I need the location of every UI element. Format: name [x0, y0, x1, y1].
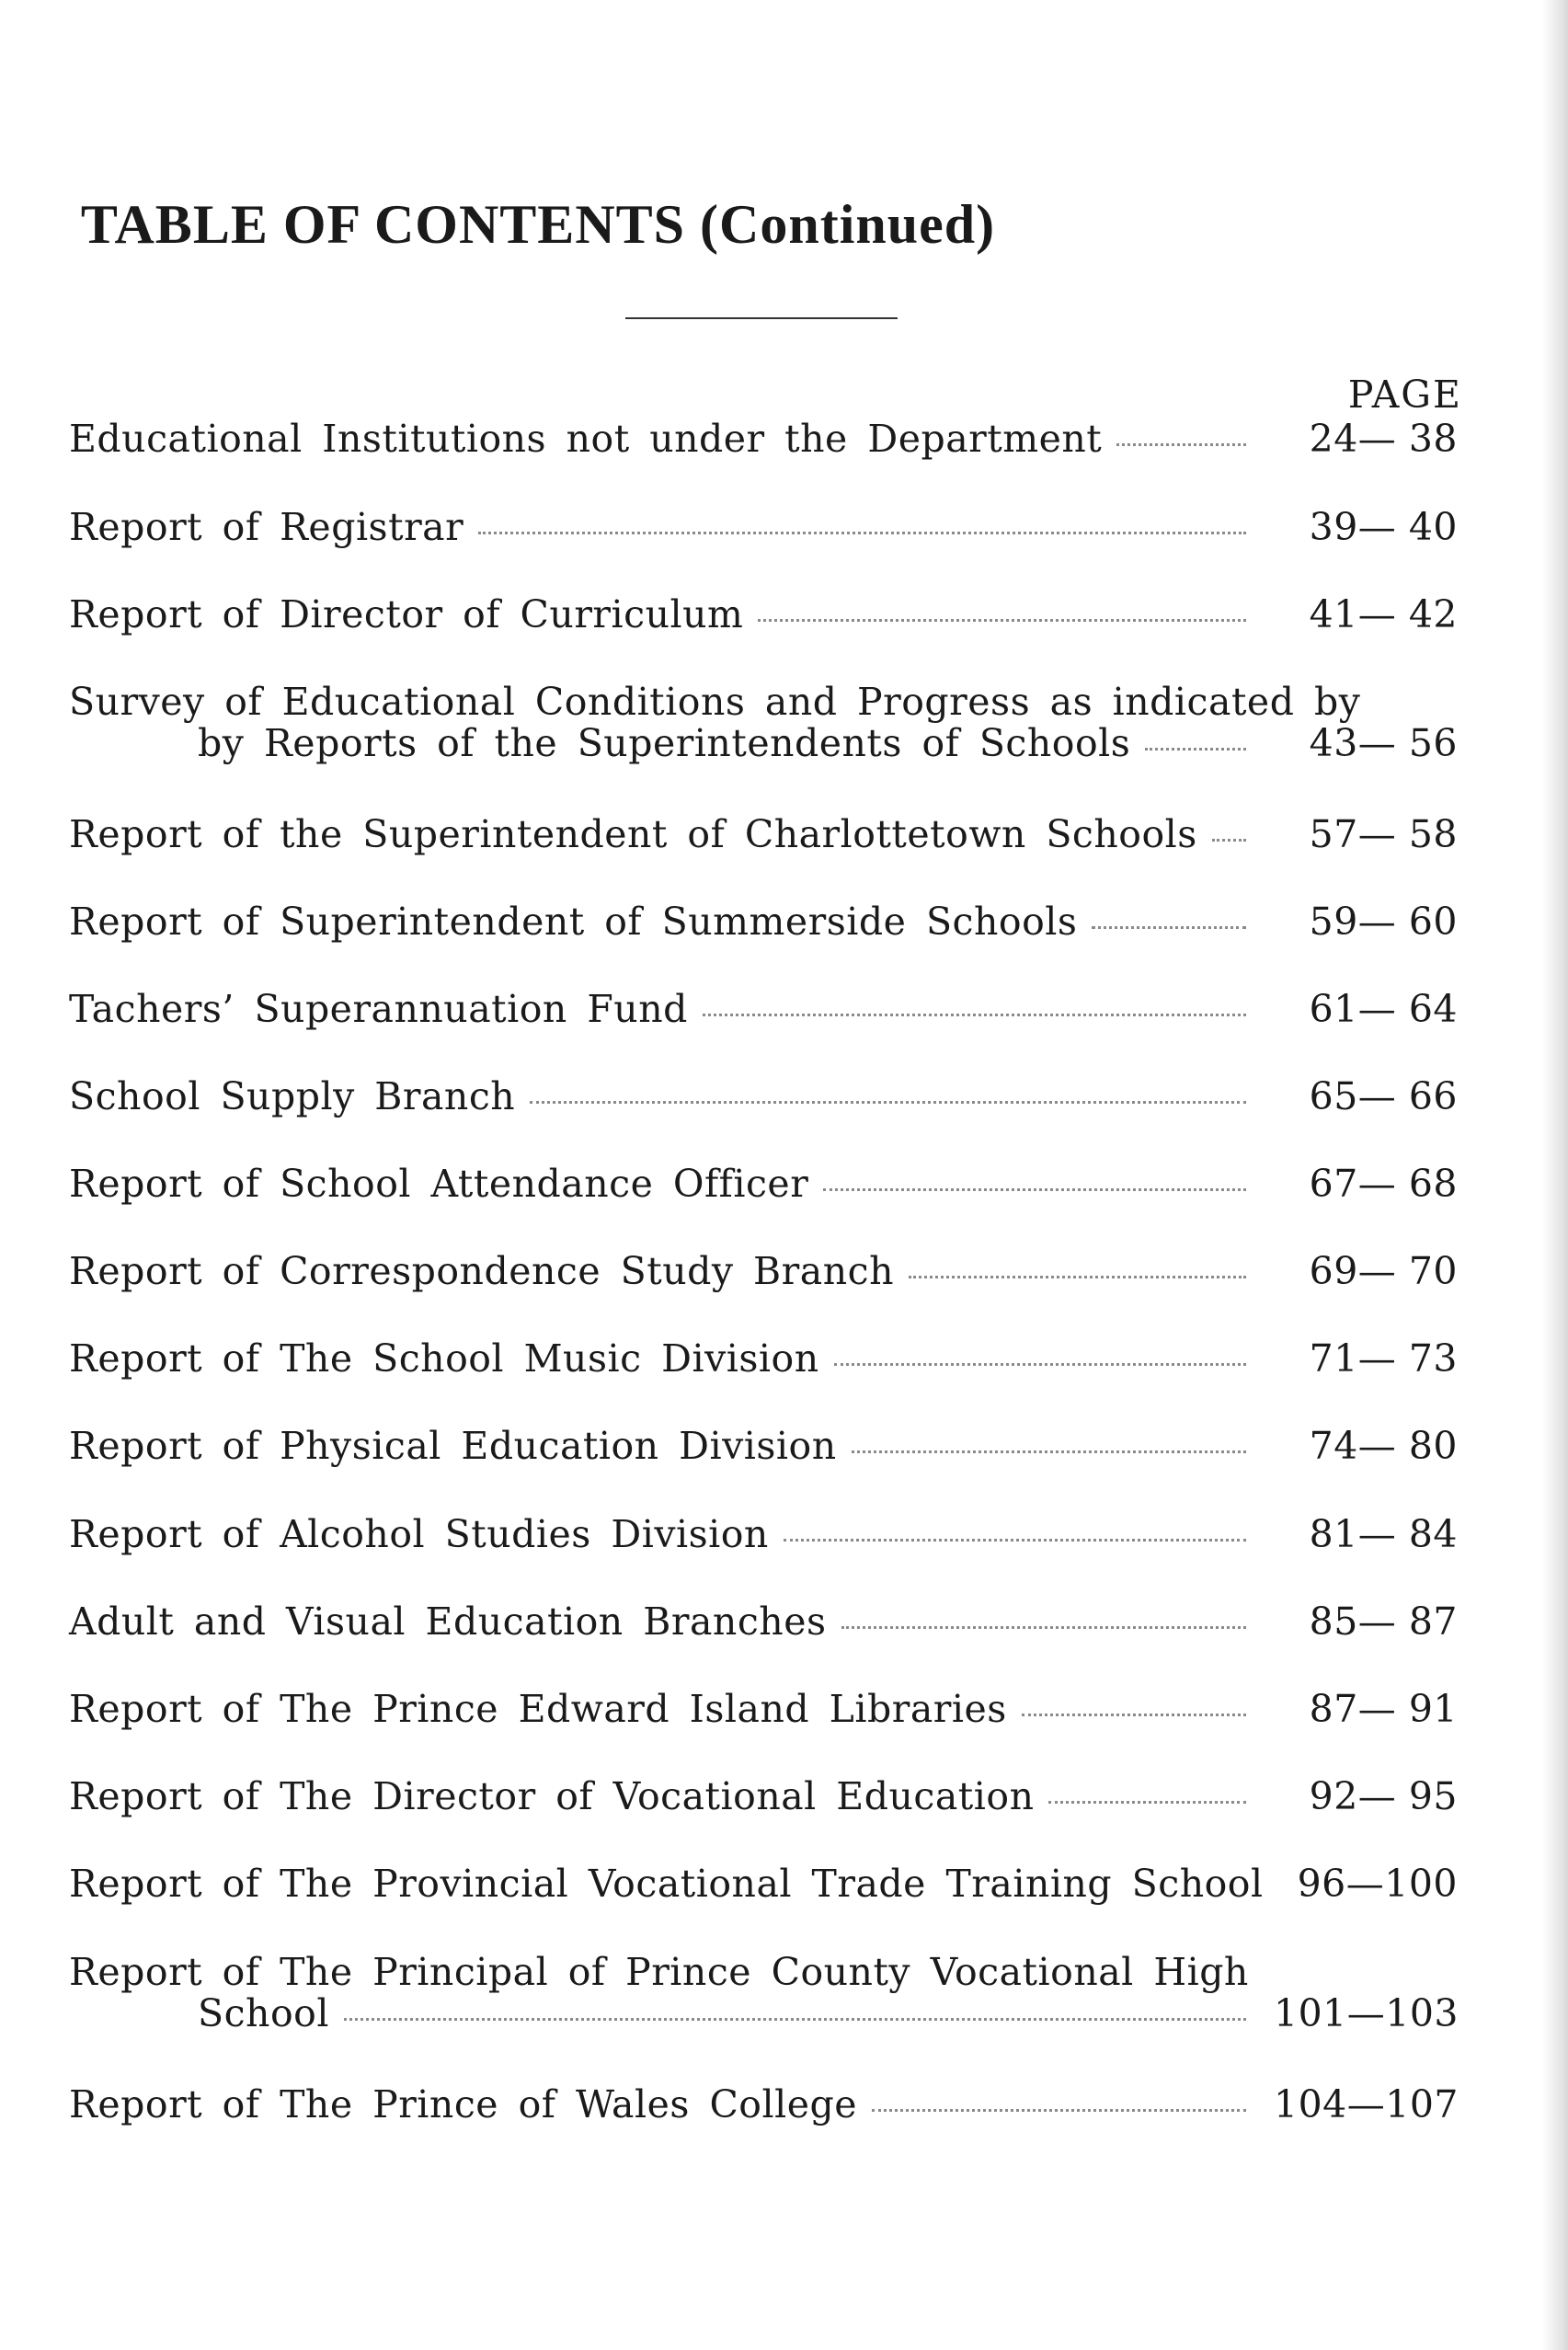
toc-entry — [69, 507, 1458, 548]
toc-entry — [69, 1514, 1458, 1555]
toc-entry-line — [69, 1514, 1246, 1555]
toc-entry-pages: 87— 91 — [1309, 1687, 1458, 1731]
toc-entry-text: Report of The Director of Vocational Education — [69, 1774, 1035, 1818]
toc-entry-line — [69, 594, 1246, 636]
toc-entry-line — [69, 989, 1246, 1030]
toc-entry-pages: 71— 73 — [1309, 1336, 1458, 1381]
toc-entry-line — [69, 1164, 1246, 1205]
toc-entry — [69, 594, 1458, 636]
toc-entry — [69, 1164, 1458, 1205]
toc-entry-title — [69, 1164, 1246, 1205]
toc-entry-text: Report of The Prince Edward Island Libraries — [69, 1687, 1007, 1731]
dot-leader — [1092, 926, 1246, 929]
toc-entry-text: Report of Alcohol Studies Division — [69, 1512, 769, 1556]
toc-entry-pages: 61— 64 — [1309, 987, 1458, 1031]
toc-entry — [69, 682, 1458, 764]
toc-entry-pages: 65— 66 — [1309, 1074, 1458, 1118]
toc-entry-line — [69, 1426, 1246, 1467]
toc-entry — [69, 1251, 1458, 1292]
dot-leader — [530, 1101, 1246, 1104]
dot-leader — [758, 619, 1246, 622]
toc-entry-line — [69, 1689, 1246, 1730]
toc-entry-title — [69, 418, 1246, 460]
toc-entry-pages: 101—103 — [1274, 1991, 1459, 2035]
toc-entry-text: Survey of Educational Conditions and Progress as indicated by — [69, 680, 1361, 724]
page-column-label: PAGE — [1347, 373, 1462, 417]
toc-entry-text: Educational Institutions not under the Department — [69, 417, 1103, 461]
toc-entry — [69, 814, 1458, 855]
toc-entry-text: Report of The Provincial Vocational Trade Training School — [69, 1862, 1264, 1906]
toc-entry — [69, 418, 1458, 460]
toc-entry-pages: 57— 58 — [1309, 812, 1458, 856]
toc-entry-title — [69, 989, 1246, 1030]
toc-entry-title — [69, 1601, 1246, 1643]
toc-entry-pages: 74— 80 — [1309, 1424, 1458, 1468]
page-title: TABLE OF CONTENTS (Continued) — [80, 194, 996, 255]
toc-entry-title — [69, 1514, 1246, 1555]
toc-entry-title — [69, 594, 1246, 636]
dot-leader — [823, 1188, 1246, 1191]
dot-leader — [1048, 1801, 1246, 1804]
toc-entry-text: Report of The Principal of Prince County Vocational High — [69, 1950, 1249, 1994]
toc-entry-title — [69, 901, 1246, 943]
toc-entry — [69, 1689, 1458, 1730]
toc-entry-text: Report of Registrar — [69, 505, 464, 549]
toc-entry-title — [69, 1338, 1246, 1380]
toc-entry-pages: 43— 56 — [1309, 721, 1458, 765]
toc-entry-text: School Supply Branch — [69, 1074, 516, 1118]
toc-entry — [69, 1076, 1458, 1118]
toc-entry-title — [69, 680, 1361, 765]
toc-entry — [69, 2084, 1458, 2126]
toc-entry — [69, 1776, 1458, 1817]
toc-entry-line — [69, 680, 1361, 724]
toc-entry-line — [69, 814, 1246, 855]
toc-entry-title — [69, 1426, 1246, 1467]
toc-entry — [69, 1863, 1458, 1905]
toc-entry-line — [69, 418, 1246, 460]
dot-leader — [841, 1626, 1247, 1629]
dot-leader — [1145, 748, 1246, 751]
toc-entry-pages: 41— 42 — [1309, 592, 1458, 636]
toc-entry-pages: 96—100 — [1297, 1862, 1458, 1906]
toc-entry-text: Report of Superintendent of Summerside Schools — [69, 900, 1078, 944]
toc-entry-text: Report of The Prince of Wales College — [69, 2082, 857, 2126]
toc-entry-pages: 81— 84 — [1309, 1512, 1458, 1556]
dot-leader — [909, 1276, 1246, 1278]
toc-entry-title — [69, 1862, 1264, 1906]
toc-entry-line — [69, 901, 1246, 943]
toc-entry-line — [69, 2084, 1246, 2126]
toc-entry-line — [69, 1338, 1246, 1380]
dot-leader — [852, 1450, 1246, 1453]
toc-entry — [69, 1338, 1458, 1380]
toc-entry — [69, 1426, 1458, 1467]
toc-entry-pages: 104—107 — [1274, 2082, 1459, 2126]
toc-entry-text: Tachers’ Superannuation Fund — [69, 987, 688, 1031]
dot-leader — [872, 2109, 1246, 2112]
toc-entry-text: Report of Director of Curriculum — [69, 592, 744, 636]
toc-entry-pages: 39— 40 — [1309, 505, 1458, 549]
toc-entry-text: Report of the Superintendent of Charlottetown Schools — [69, 812, 1197, 856]
dot-leader — [478, 532, 1246, 534]
dot-leader — [834, 1363, 1246, 1366]
toc-entry — [69, 901, 1458, 943]
dot-leader — [1116, 443, 1246, 446]
dot-leader — [1022, 1714, 1246, 1716]
toc-entry-title — [69, 814, 1246, 855]
toc-entry-title — [69, 1689, 1246, 1730]
toc-entry-title — [69, 1776, 1246, 1817]
toc-entry-pages: 24— 38 — [1309, 417, 1458, 461]
toc-entry-text: Report of The School Music Division — [69, 1336, 819, 1381]
toc-entry-title — [69, 1076, 1246, 1118]
toc-entry-line — [69, 1993, 1246, 2035]
toc-entry-text: by Reports of the Superintendents of Schools — [198, 721, 1131, 765]
toc-entry-line — [69, 507, 1246, 548]
toc-entry-pages: 92— 95 — [1309, 1774, 1458, 1818]
toc-entry-pages: 69— 70 — [1309, 1249, 1458, 1293]
toc-entry-pages: 67— 68 — [1309, 1162, 1458, 1206]
toc-entry — [69, 989, 1458, 1030]
toc-entry-line — [69, 1601, 1246, 1643]
toc-entry-title — [69, 507, 1246, 548]
toc-entry-line — [69, 1251, 1246, 1292]
toc-entry-pages: 59— 60 — [1309, 900, 1458, 944]
toc-entry-line — [69, 1076, 1246, 1118]
toc-entry-line — [69, 1950, 1249, 1994]
toc-entry-line — [69, 723, 1246, 764]
toc-entry — [69, 1601, 1458, 1643]
dot-leader — [1212, 839, 1246, 842]
dot-leader — [784, 1539, 1246, 1542]
toc-entry-line — [69, 1862, 1264, 1906]
toc-entry-text: Report of School Attendance Officer — [69, 1162, 809, 1206]
toc-entry-text: School — [198, 1991, 329, 2035]
dot-leader — [703, 1014, 1246, 1016]
toc-entry — [69, 1952, 1458, 2035]
toc-entry-line — [69, 1776, 1246, 1817]
toc-entry-title — [69, 1251, 1246, 1292]
toc-entry-text: Adult and Visual Education Branches — [69, 1599, 827, 1644]
toc-entry-title — [69, 2084, 1246, 2126]
toc-entry-title — [69, 1950, 1249, 2035]
dot-leader — [344, 2018, 1246, 2021]
toc-entry-text: Report of Correspondence Study Branch — [69, 1249, 894, 1293]
toc-entry-text: Report of Physical Education Division — [69, 1424, 837, 1468]
toc-entry-pages: 85— 87 — [1309, 1599, 1458, 1644]
